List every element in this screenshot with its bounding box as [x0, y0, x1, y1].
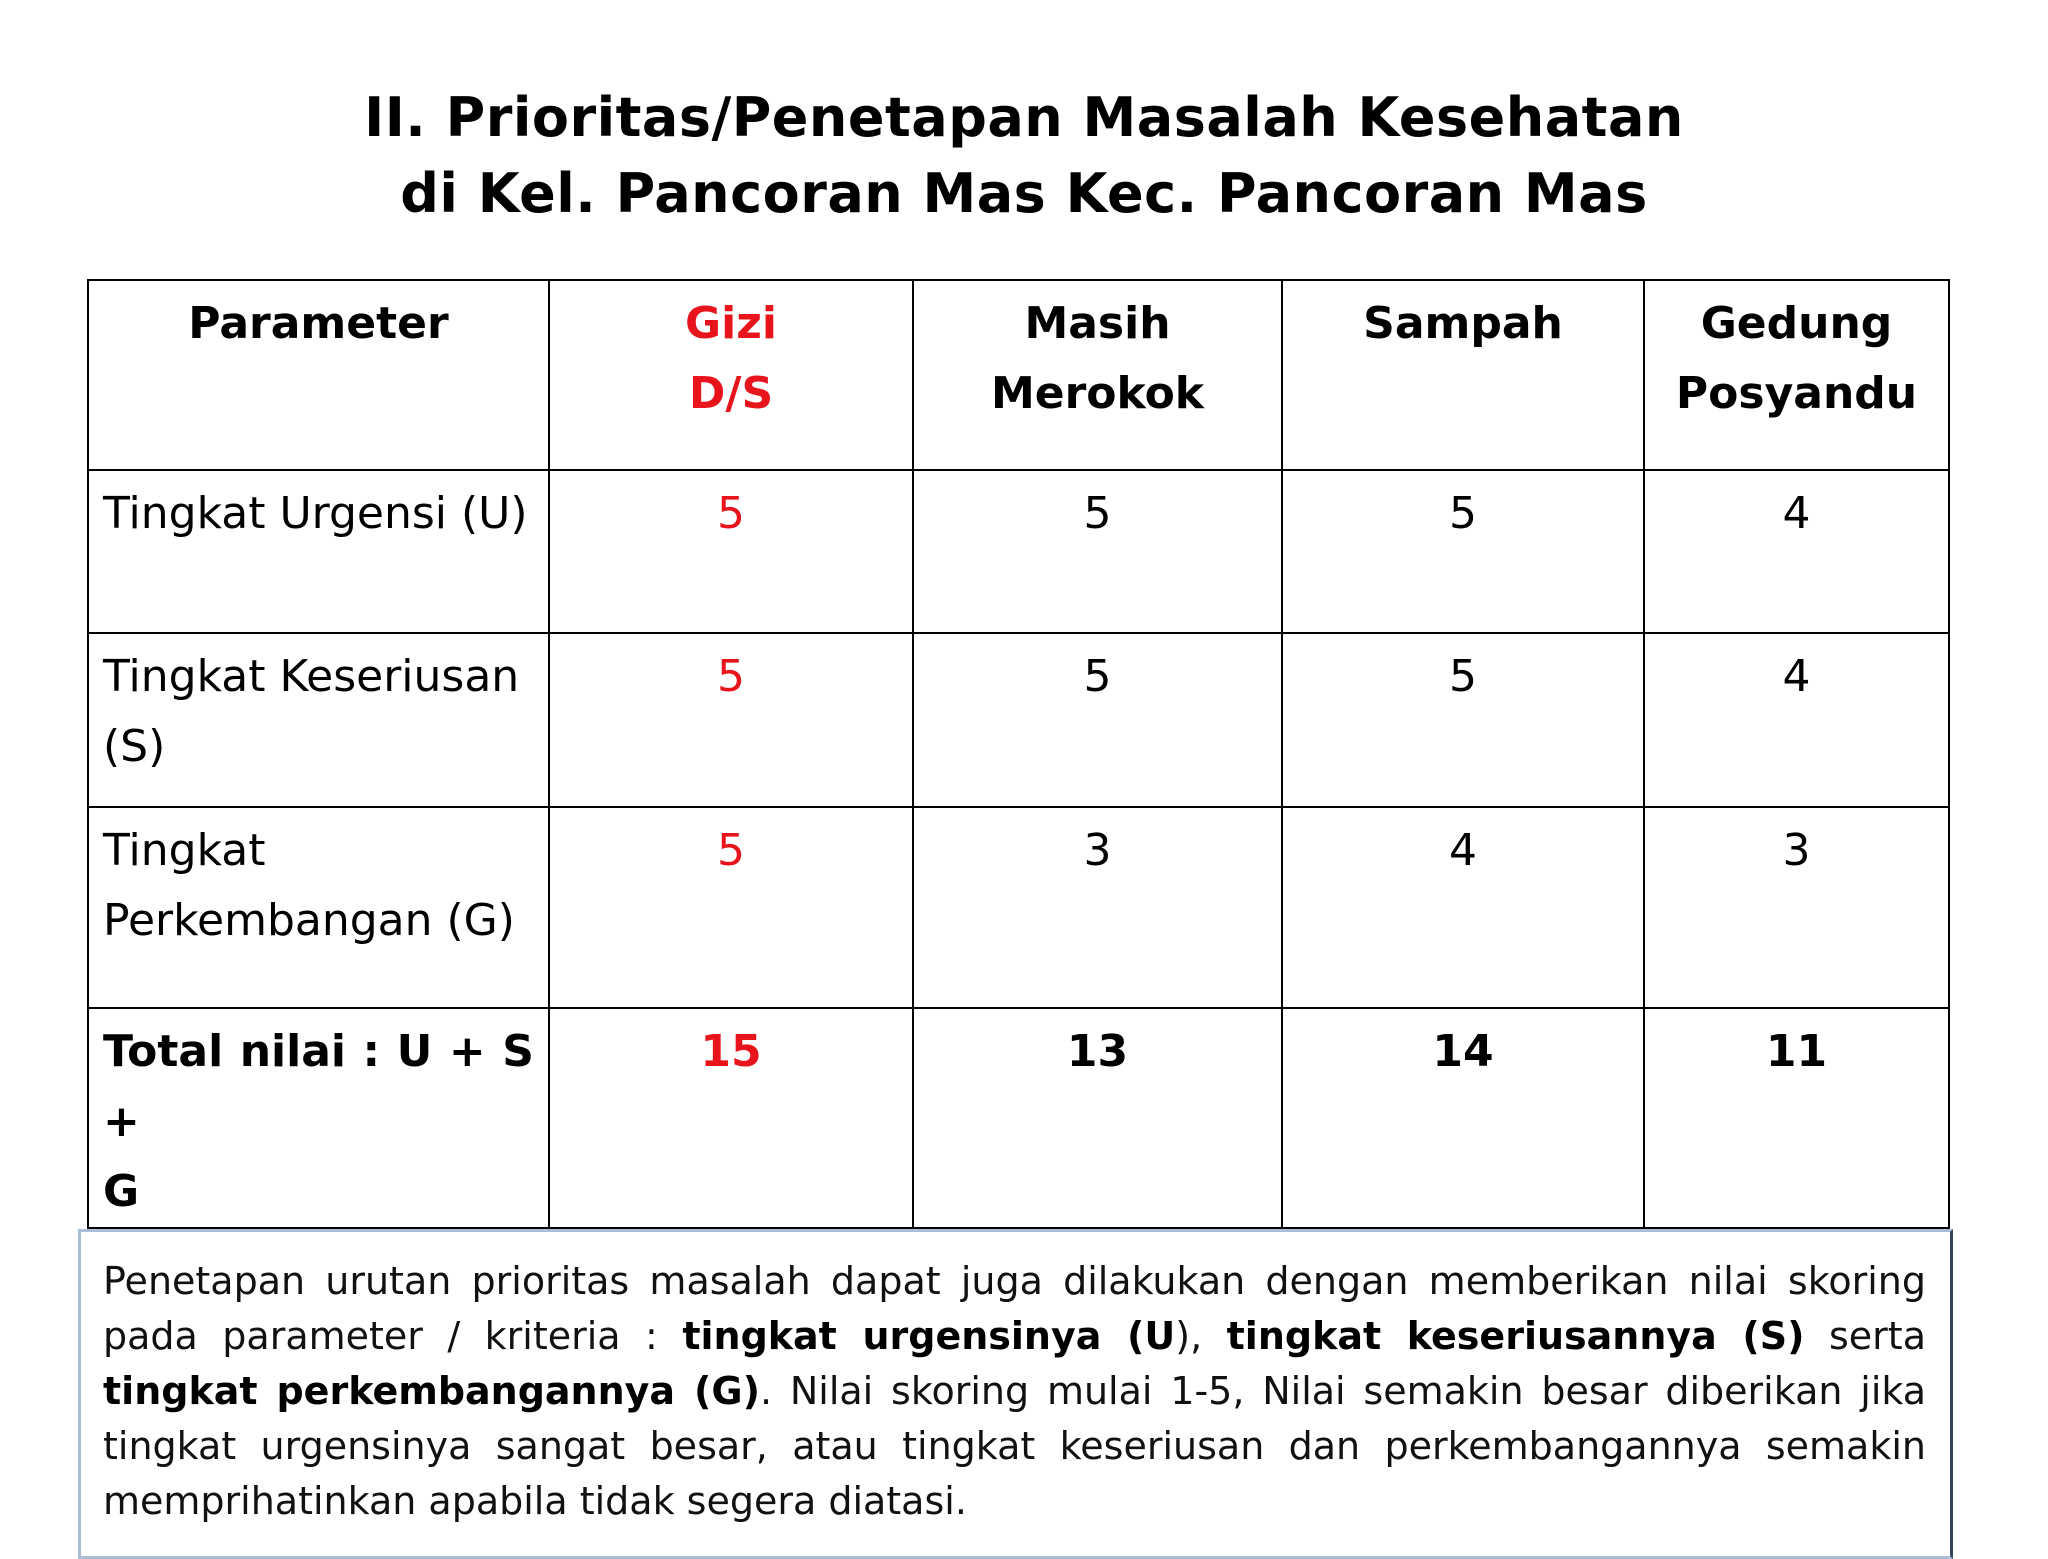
row-label-perkembangan [88, 807, 549, 1008]
note-text-4: . Nilai skoring mulai 1-5, Nilai semakin besar diberikan jika tingkat urgensinya sangat besar, atau tingkat keseriusan dan perkembangannya semakin memprihatinkan apabila tidak segera diatasi. [103, 1369, 1926, 1523]
priority-table [87, 279, 1950, 1229]
row-label-line1: Tingkat Urgensi (U) [103, 488, 528, 539]
header-posyandu-line2: Posyandu [1675, 368, 1918, 419]
total-label [88, 1008, 549, 1228]
table-header-row [88, 280, 1949, 470]
row-label-line2: (S) [103, 721, 166, 772]
total-label-line1: Total nilai : U + S + [103, 1026, 534, 1147]
row-label-urgensi [88, 470, 549, 633]
explanation-note [78, 1229, 1953, 1559]
header-merokok-label: Masih Merokok [990, 298, 1205, 419]
cell-posyandu: 3 [1644, 807, 1949, 1008]
note-text-1: Penetapan urutan prioritas masalah dapat juga dilakukan dengan memberikan nilai skoring pada parameter / kriteria : [103, 1259, 1926, 1358]
header-sampah-label: Sampah [1363, 298, 1563, 349]
page-title [0, 80, 2048, 232]
row-label-line1: Tingkat [103, 825, 266, 876]
header-parameter [88, 280, 549, 470]
cell-merokok: 5 [913, 470, 1282, 633]
header-gizi [549, 280, 913, 470]
total-label-line2: G [103, 1166, 140, 1217]
note-text-2: ), [1175, 1314, 1227, 1358]
row-label-line1: Tingkat Keseriusan [103, 651, 520, 702]
table-row [88, 633, 1949, 807]
cell-gizi: 5 [549, 807, 913, 1008]
header-gizi-line1: Gizi [685, 298, 777, 349]
table-row [88, 470, 1949, 633]
table-row [88, 807, 1949, 1008]
row-label-keseriusan [88, 633, 549, 807]
note-bold-perkembangan: tingkat perkembangannya (G) [103, 1369, 760, 1413]
header-posyandu [1644, 280, 1949, 470]
note-bold-keseriusan: tingkat keseriusannya (S) [1226, 1314, 1805, 1358]
row-label-line2: Perkembangan (G) [103, 895, 515, 946]
total-merokok: 13 [913, 1008, 1282, 1228]
cell-posyandu: 4 [1644, 470, 1949, 633]
cell-posyandu: 4 [1644, 633, 1949, 807]
header-posyandu-line1: Gedung [1700, 298, 1893, 349]
header-merokok [913, 280, 1282, 470]
total-gizi: 15 [549, 1008, 913, 1228]
total-posyandu: 11 [1644, 1008, 1949, 1228]
cell-sampah: 4 [1282, 807, 1644, 1008]
header-sampah [1282, 280, 1644, 470]
cell-merokok: 3 [913, 807, 1282, 1008]
cell-sampah: 5 [1282, 633, 1644, 807]
cell-gizi: 5 [549, 633, 913, 807]
title-line-2: di Kel. Pancoran Mas Kec. Pancoran Mas [400, 162, 1648, 225]
note-bold-urgensi: tingkat urgensinya (U [682, 1314, 1176, 1358]
cell-gizi: 5 [549, 470, 913, 633]
cell-merokok: 5 [913, 633, 1282, 807]
header-gizi-line2: D/S [688, 368, 774, 419]
title-line-1: II. Prioritas/Penetapan Masalah Kesehatan [364, 86, 1684, 149]
table-total-row [88, 1008, 1949, 1228]
header-parameter-label: Parameter [188, 298, 449, 349]
note-text-3: serta [1804, 1314, 1926, 1358]
total-sampah: 14 [1282, 1008, 1644, 1228]
cell-sampah: 5 [1282, 470, 1644, 633]
